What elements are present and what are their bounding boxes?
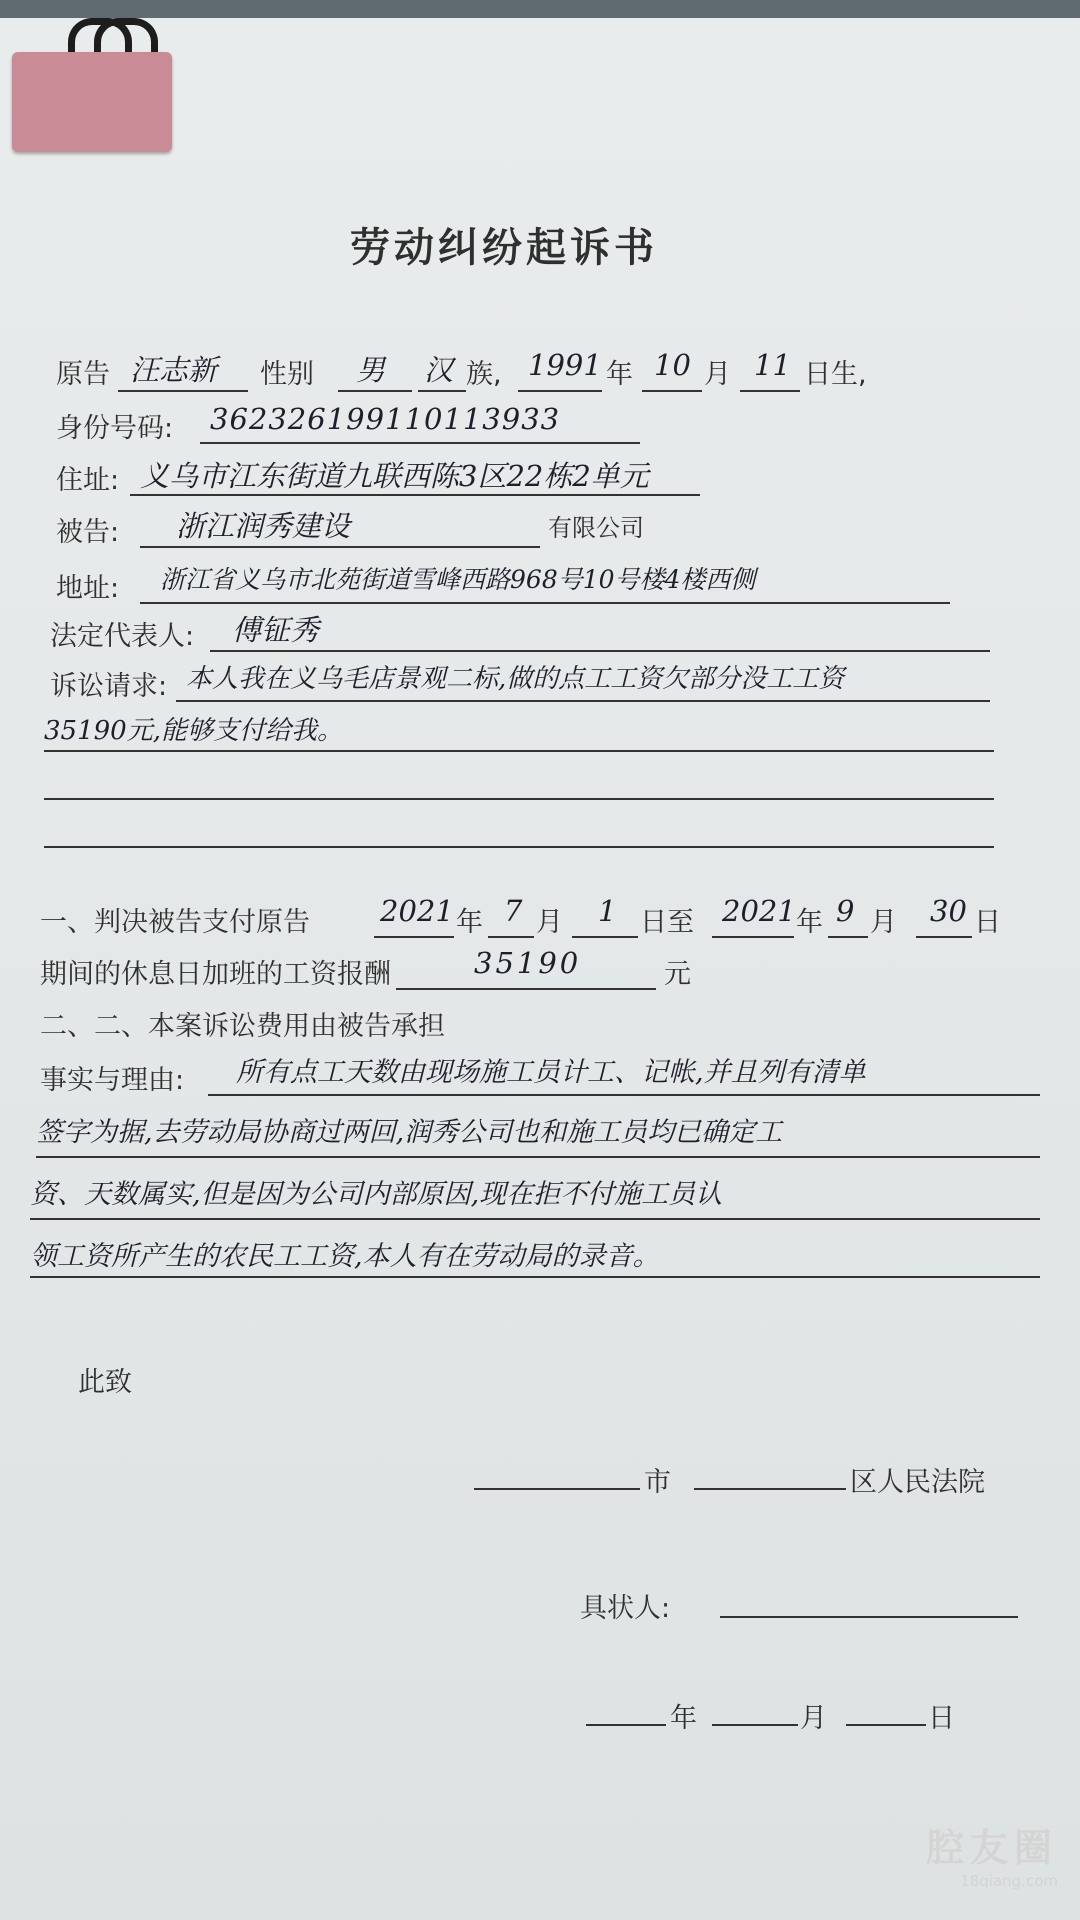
underline bbox=[488, 936, 534, 938]
item1-to-label: 日至 bbox=[640, 907, 694, 938]
date-month-blank bbox=[712, 1724, 798, 1726]
day-label: 日生, bbox=[804, 359, 867, 390]
gender-value: 男 bbox=[356, 353, 386, 387]
item1-month-label-2: 月 bbox=[870, 907, 897, 938]
underline bbox=[916, 936, 972, 938]
defendant-name: 浙江润秀建设 bbox=[176, 509, 351, 543]
underline bbox=[130, 494, 700, 496]
item1-day-label: 日 bbox=[974, 907, 1001, 938]
date-year-label: 年 bbox=[670, 1703, 697, 1734]
claim-label: 诉讼请求: bbox=[50, 671, 168, 702]
month-label: 月 bbox=[704, 359, 731, 390]
defendant-label: 被告: bbox=[56, 517, 120, 548]
underline bbox=[712, 936, 794, 938]
ethnic-value: 汉 bbox=[424, 353, 454, 387]
underline bbox=[44, 798, 994, 800]
binder-clip bbox=[12, 52, 172, 152]
item1-amount: 35190 bbox=[474, 946, 582, 980]
underline bbox=[36, 1156, 1040, 1158]
plaintiff-address: 义乌市江东街道九联西陈3区22栋2单元 bbox=[140, 459, 649, 493]
facts-label: 事实与理由: bbox=[40, 1065, 185, 1096]
underline bbox=[740, 390, 800, 392]
defendant-address: 浙江省义乌市北苑街道雪峰西路968号10号楼4楼西侧 bbox=[160, 565, 756, 594]
date-day-blank bbox=[846, 1724, 926, 1726]
underline bbox=[176, 700, 990, 702]
underline bbox=[44, 750, 994, 752]
underline bbox=[30, 1218, 1040, 1220]
underline bbox=[396, 988, 656, 990]
underline bbox=[828, 936, 868, 938]
document-page bbox=[0, 18, 1080, 1920]
underline bbox=[30, 1276, 1040, 1278]
id-number: 362326199110113933 bbox=[210, 402, 561, 436]
ethnic-suffix: 族, bbox=[466, 359, 502, 390]
cizhi: 此致 bbox=[78, 1367, 132, 1398]
facts-line2: 签字为据,去劳动局协商过两回,润秀公司也和施工员均已确定工 bbox=[36, 1117, 783, 1148]
underline bbox=[140, 602, 950, 604]
claim-text-line1: 本人我在义乌毛店景观二标,做的点工工资欠部分没工工资 bbox=[186, 664, 845, 694]
item1-year-label-2: 年 bbox=[796, 907, 823, 938]
date-year-blank bbox=[586, 1724, 666, 1726]
underline bbox=[418, 390, 466, 392]
item1-year-label: 年 bbox=[456, 907, 483, 938]
plaintiff-name: 汪志新 bbox=[130, 353, 218, 387]
court-name-label: 区人民法院 bbox=[850, 1467, 985, 1498]
underline bbox=[208, 1094, 1040, 1096]
watermark-logo-text: 腔友圈 bbox=[925, 1826, 1058, 1870]
item1-start-year: 2021 bbox=[380, 894, 454, 928]
company-suffix: 有限公司 bbox=[548, 514, 644, 542]
underline bbox=[140, 546, 540, 548]
item1-start-day: 1 bbox=[598, 894, 617, 928]
underline bbox=[118, 390, 248, 392]
plaintiff-address-label: 住址: bbox=[56, 465, 120, 496]
facts-line1: 所有点工天数由现场施工员计工、记帐,并且列有清单 bbox=[236, 1057, 866, 1088]
facts-line3: 资、天数属实,但是因为公司内部原因,现在拒不付施工员认 bbox=[30, 1179, 723, 1210]
underline bbox=[374, 936, 454, 938]
underline bbox=[200, 442, 640, 444]
item1-month-label: 月 bbox=[536, 907, 563, 938]
item2: 二、二、本案诉讼费用由被告承担 bbox=[40, 1011, 445, 1042]
underline bbox=[338, 390, 412, 392]
item1-prefix: 一、判决被告支付原告 bbox=[40, 907, 310, 938]
plaintiff-label: 原告 bbox=[56, 359, 110, 390]
birth-day: 11 bbox=[754, 348, 791, 382]
underline bbox=[210, 650, 990, 652]
defendant-address-label: 地址: bbox=[56, 573, 120, 604]
underline bbox=[572, 936, 638, 938]
legal-rep-name: 傅钲秀 bbox=[232, 613, 320, 647]
court-district-blank bbox=[694, 1488, 846, 1490]
date-month-label: 月 bbox=[800, 1703, 827, 1734]
item1-end-day: 30 bbox=[930, 894, 967, 928]
underline bbox=[642, 390, 702, 392]
item1-end-month: 9 bbox=[836, 894, 855, 928]
document-title: 劳动纠纷起诉书 bbox=[350, 225, 658, 271]
underline bbox=[518, 390, 602, 392]
facts-line4: 领工资所产生的农民工工资,本人有在劳动局的录音。 bbox=[30, 1241, 660, 1272]
date-day-label: 日 bbox=[928, 1703, 955, 1734]
gender-label: 性别 bbox=[260, 359, 314, 390]
birth-year: 1991 bbox=[528, 348, 602, 382]
watermark bbox=[926, 1817, 1058, 1890]
id-label: 身份号码: bbox=[56, 413, 174, 444]
item1-unit: 元 bbox=[664, 959, 691, 990]
year-label: 年 bbox=[606, 359, 633, 390]
underline bbox=[44, 846, 994, 848]
birth-month: 10 bbox=[654, 348, 691, 382]
court-city-blank bbox=[474, 1488, 640, 1490]
court-city-label: 市 bbox=[644, 1467, 671, 1498]
claim-text-line2: 35190元,能够支付给我。 bbox=[44, 716, 343, 746]
watermark-url: 18qiang.com bbox=[960, 1872, 1058, 1890]
signer-label: 具状人: bbox=[580, 1593, 671, 1624]
legal-rep-label: 法定代表人: bbox=[50, 621, 195, 652]
item1-end-year: 2021 bbox=[722, 894, 796, 928]
item1-line2: 期间的休息日加班的工资报酬 bbox=[40, 959, 391, 990]
signer-blank bbox=[720, 1616, 1018, 1618]
item1-start-month: 7 bbox=[504, 894, 523, 928]
